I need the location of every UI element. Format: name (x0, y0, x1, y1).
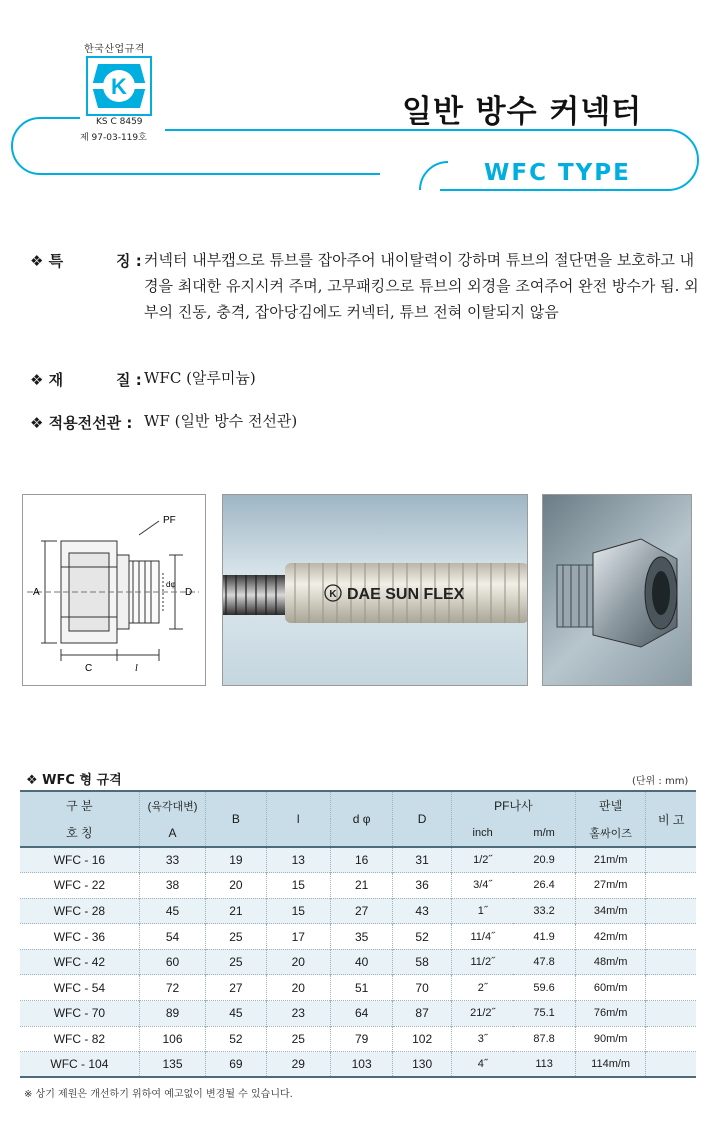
cell-name: WFC - 54 (53, 980, 106, 995)
cell-bigo (646, 898, 696, 924)
cell-dphi: 21 (330, 873, 392, 899)
cell-a: 60 (139, 949, 205, 975)
conduit-value: WF (일반 방수 전선관) (144, 412, 298, 430)
cell-d: 87 (393, 1001, 452, 1027)
cell-name: WFC - 22 (53, 878, 106, 893)
cell-l: 25 (266, 1026, 330, 1052)
cell-mm: 75.1 (533, 1007, 555, 1020)
cell-b: 25 (206, 949, 266, 975)
cell-panel: 114m/m (575, 1052, 646, 1078)
cell-l: 13 (266, 847, 330, 873)
header-gubun: 구 분 (66, 799, 93, 813)
cell-bigo (646, 975, 696, 1001)
header-hoching: 호 칭 (66, 826, 93, 840)
cell-name: WFC - 16 (53, 853, 106, 868)
cell-b: 27 (206, 975, 266, 1001)
cell-a: 54 (139, 924, 205, 950)
table-row (20, 975, 696, 1001)
feature-label: ❖ 특 (30, 252, 64, 270)
cell-a: 89 (139, 1001, 205, 1027)
cell-dphi: 27 (330, 898, 392, 924)
cell-b: 21 (206, 898, 266, 924)
cell-d: 130 (393, 1052, 452, 1078)
cell-inch: 3˝ (451, 1026, 513, 1052)
drawing-label-l: l (135, 663, 138, 674)
cell-name: WFC - 82 (53, 1031, 106, 1046)
cell-d: 43 (393, 898, 452, 924)
cell-panel: 90m/m (575, 1026, 646, 1052)
ks-standard-number: KS C 8459 (96, 117, 143, 127)
cell-panel: 60m/m (575, 975, 646, 1001)
cell-bigo (646, 924, 696, 950)
cell-d: 52 (393, 924, 452, 950)
cell-a: 38 (139, 873, 205, 899)
connector-photo (542, 494, 692, 686)
cell-d: 36 (393, 873, 452, 899)
cell-mm: 59.6 (533, 981, 555, 994)
connector-illustration (543, 495, 692, 686)
cell-mm: 87.8 (533, 1032, 555, 1045)
conduit-label: ❖ 적용전선관 : (30, 414, 133, 432)
table-row (20, 1001, 696, 1027)
drawing-label-dphi: dφ (166, 580, 176, 589)
feature-label-suffix: 징 : (116, 252, 142, 270)
cell-name: WFC - 36 (53, 929, 106, 944)
cell-l: 23 (266, 1001, 330, 1027)
cell-a: 135 (139, 1052, 205, 1078)
cell-dphi: 103 (330, 1052, 392, 1078)
drawing-label-c: C (85, 663, 93, 674)
header-dphi: d φ (330, 791, 392, 847)
header-panel: 판넬 (575, 791, 646, 819)
header-b: B (206, 791, 266, 847)
cell-bigo (646, 873, 696, 899)
cell-name: WFC - 42 (53, 955, 106, 970)
cell-inch: 21/2˝ (451, 1001, 513, 1027)
cell-bigo (646, 1052, 696, 1078)
cell-name: WFC - 70 (53, 1006, 106, 1021)
ks-certification-logo (86, 56, 152, 116)
type-label: WFC TYPE (484, 160, 631, 186)
cell-a: 33 (139, 847, 205, 873)
unit-note: (단위 : mm) (632, 776, 689, 787)
cell-dphi: 40 (330, 949, 392, 975)
cell-dphi: 35 (330, 924, 392, 950)
cell-mm: 41.9 (533, 930, 555, 943)
cell-dphi: 64 (330, 1001, 392, 1027)
drawing-label-d: D (185, 587, 193, 598)
table-row (20, 898, 696, 924)
table-row (20, 1052, 696, 1078)
cell-l: 17 (266, 924, 330, 950)
cell-name: WFC - 104 (50, 1057, 109, 1072)
cell-d: 58 (393, 949, 452, 975)
ks-approval-number: 제 97-03-119호 (80, 133, 147, 143)
cell-panel: 34m/m (575, 898, 646, 924)
cell-name: WFC - 28 (53, 903, 106, 918)
cell-panel: 42m/m (575, 924, 646, 950)
cell-l: 20 (266, 975, 330, 1001)
connector-drawing (23, 495, 206, 686)
cell-a: 72 (139, 975, 205, 1001)
cell-a: 106 (139, 1026, 205, 1052)
cell-dphi: 51 (330, 975, 392, 1001)
material-value: WFC (알루미늄) (144, 369, 256, 387)
cell-b: 69 (206, 1052, 266, 1078)
cell-l: 15 (266, 873, 330, 899)
page-title: 일반 방수 커넥터 (402, 94, 643, 130)
material-label-suffix: 질 : (116, 371, 142, 389)
cell-b: 19 (206, 847, 266, 873)
table-row (20, 1026, 696, 1052)
cell-bigo (646, 1026, 696, 1052)
cell-mm: 26.4 (533, 879, 555, 892)
pipe-brand-text: DAE SUN FLEX (347, 586, 465, 603)
header-yukgak: (육각대변) (139, 791, 205, 819)
technical-drawing (22, 494, 206, 686)
table-title: ❖ WFC 형 규격 (26, 773, 122, 788)
cell-a: 45 (139, 898, 205, 924)
feature-description: 커넥터 내부캡으로 튜브를 잡아주어 내이탈력이 강하며 튜브의 절단면을 보호하고 내경을 최대한 유지시켜 주며, 고무패킹으로 튜브의 외경을 조여주어 완전 방수가 됨. 외부의 진동, 충격, 잡아당김에도 커넥터, 튜브 전혀 이탈되지 않음 (144, 251, 699, 321)
cell-mm: 47.8 (533, 956, 555, 969)
cell-b: 45 (206, 1001, 266, 1027)
header-pf: PF나사 (451, 791, 575, 819)
cell-d: 31 (393, 847, 452, 873)
table-row (20, 847, 696, 873)
cell-l: 29 (266, 1052, 330, 1078)
header-l: l (266, 791, 330, 847)
cell-dphi: 16 (330, 847, 392, 873)
header-inch: inch (451, 819, 513, 847)
cell-inch: 3/4˝ (451, 873, 513, 899)
cell-panel: 21m/m (575, 847, 646, 873)
spec-table (20, 790, 696, 1078)
cell-l: 15 (266, 898, 330, 924)
cell-b: 20 (206, 873, 266, 899)
cell-bigo (646, 847, 696, 873)
cell-inch: 4˝ (451, 1052, 513, 1078)
cell-panel: 76m/m (575, 1001, 646, 1027)
header-panel-size: 홀싸이즈 (575, 819, 646, 847)
cell-panel: 27m/m (575, 873, 646, 899)
cell-dphi: 79 (330, 1026, 392, 1052)
cell-inch: 1/2˝ (451, 847, 513, 873)
cell-mm: 33.2 (533, 904, 555, 917)
cell-mm: 20.9 (533, 854, 555, 867)
drawing-label-pf: PF (163, 515, 176, 526)
cell-d: 70 (393, 975, 452, 1001)
table-row (20, 949, 696, 975)
conduit-illustration (223, 495, 528, 686)
cell-bigo (646, 949, 696, 975)
conduit-photo (222, 494, 528, 686)
cell-b: 52 (206, 1026, 266, 1052)
pipe-brand-mark: K (329, 589, 337, 600)
header-mm: m/m (533, 826, 555, 839)
table-row (20, 924, 696, 950)
header-d: D (393, 791, 452, 847)
cell-inch: 11/4˝ (451, 924, 513, 950)
header-a: A (139, 819, 205, 847)
ks-caption: 한국산업규격 (84, 44, 145, 55)
ks-mark-letter: K (111, 74, 127, 99)
header-bigo: 비 고 (646, 791, 696, 847)
table-row (20, 873, 696, 899)
cell-inch: 1˝ (451, 898, 513, 924)
cell-panel: 48m/m (575, 949, 646, 975)
cell-d: 102 (393, 1026, 452, 1052)
footnote: ※ 상기 제원은 개선하기 위하여 예고없이 변경될 수 있습니다. (24, 1089, 293, 1100)
cell-b: 25 (206, 924, 266, 950)
cell-l: 20 (266, 949, 330, 975)
cell-inch: 2˝ (451, 975, 513, 1001)
cell-bigo (646, 1001, 696, 1027)
material-label: ❖ 재 (30, 371, 64, 389)
cell-mm: 113 (535, 1058, 553, 1071)
drawing-label-a: A (33, 587, 40, 598)
cell-inch: 11/2˝ (451, 949, 513, 975)
